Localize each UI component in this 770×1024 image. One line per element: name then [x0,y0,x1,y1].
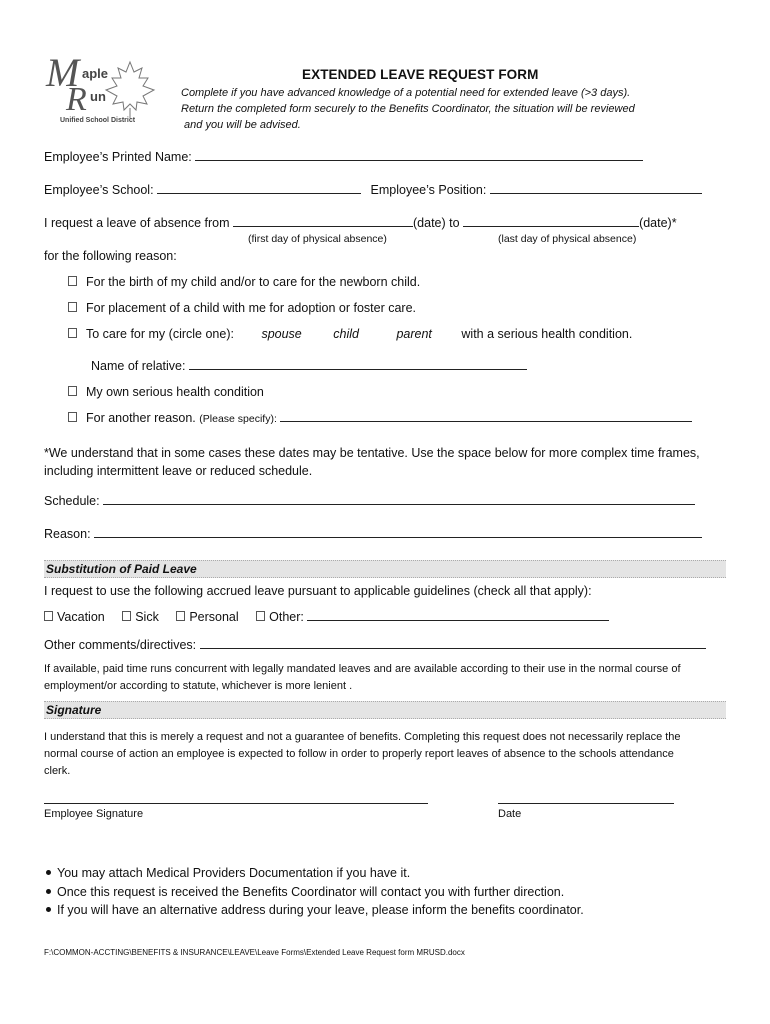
comments-field[interactable] [200,638,706,649]
school-field[interactable] [157,183,361,194]
list-item [46,864,584,883]
tentative-line: including intermittent leave or reduced schedule. [44,464,313,478]
svg-text:Unified School District: Unified School District [60,117,136,124]
another-reason-label: For another reason. [86,411,196,425]
printed-name-field[interactable] [195,150,643,161]
bullet-text: You may attach Medical Providers Documentation if you have it. [57,866,411,880]
bullet-text: Once this request is received the Benefits Coordinator will contact you with further direction. [57,884,565,899]
reason-care-for [68,327,632,341]
child-option[interactable]: child [333,327,359,341]
paid-leave-request: I request to use the following accrued leave pursuant to applicable guidelines (check all that apply): [44,584,592,598]
bullet-text: If you will have an alternative address during your leave, please inform the benefits coordinator. [57,903,584,917]
disclaimer-line: normal course of action an employee is expected to follow in order to properly report leaves of absence to the schools attendance [44,748,674,760]
first-day-hint: (first day of physical absence) [248,233,387,245]
personal-label: Personal [189,610,239,624]
date-to-label: (date) to [413,216,460,230]
note-line: If available, paid time runs concurrent with legally mandated leaves and are available according to their use in the normal course of [44,663,681,675]
signature-disclaimer [44,729,724,780]
paid-leave-options [44,610,609,624]
birth-label: For the birth of my child and/or to care for the newborn child. [86,275,421,289]
schedule-field[interactable] [103,494,695,505]
placement-checkbox[interactable] [68,302,77,312]
relative-label: Name of relative: [91,359,186,373]
maple-leaf-logo-graphic [44,44,168,132]
reason-row [44,527,702,541]
form-instructions [181,85,671,133]
sick-label: Sick [135,610,159,624]
for-reason-label: for the following reason: [44,249,177,263]
disclaimer-line: I understand that this is merely a request and not a guarantee of benefits. Completing this request does not necessarily replace the [44,731,681,743]
position-label: Employee’s Position: [370,183,487,197]
date-label: Date [498,808,522,820]
bullet-icon [46,870,51,875]
paid-leave-heading: Substitution of Paid Leave [46,562,197,576]
schedule-label: Schedule: [44,494,100,508]
own-health-label: My own serious health condition [86,385,264,399]
specify-label: (Please specify): [199,413,277,425]
care-for-label: To care for my (circle one): [86,327,234,341]
employee-signature-label: Employee Signature [44,808,144,820]
placement-label: For placement of a child with me for adoption or foster care. [86,301,417,315]
parent-option[interactable]: parent [396,327,432,341]
other-label: Other: [269,610,304,624]
end-date-field[interactable] [463,216,639,227]
reason-label: Reason: [44,527,91,541]
paid-leave-section-header [44,560,726,578]
sick-checkbox[interactable] [122,611,131,621]
comments-label: Other comments/directives: [44,638,197,652]
svg-text:R: R [66,81,87,118]
school-position-row [44,183,702,197]
own-health-checkbox[interactable] [68,386,77,396]
svg-text:aple: aple [82,66,109,81]
reason-placement [68,301,416,315]
vacation-checkbox[interactable] [44,611,53,621]
schedule-row [44,494,695,508]
bullet-icon [46,907,51,912]
note-line: employment/or according to statute, whichever is more lenient . [44,680,353,692]
date-asterisk-label: (date)* [639,216,677,230]
tentative-line: *We understand that in some cases these dates may be tentative. Use the space below for more complex time frames, [44,446,700,460]
another-reason-checkbox[interactable] [68,412,77,422]
form-title: EXTENDED LEAVE REQUEST FORM [302,67,539,82]
reason-birth [68,275,420,289]
another-reason-field[interactable] [280,411,692,422]
care-for-checkbox[interactable] [68,328,77,338]
reason-own [68,385,264,399]
school-label: Employee’s School: [44,183,154,197]
spouse-option[interactable]: spouse [261,327,302,341]
bullet-icon [46,889,51,894]
last-day-hint: (last day of physical absence) [498,233,637,245]
reason-field[interactable] [94,527,702,538]
tentative-note [44,444,700,480]
intro-line: Return the completed form securely to the Benefits Coordinator, the situation will be reviewed [181,103,635,115]
list-item [46,901,584,920]
printed-name-label: Employee’s Printed Name: [44,150,192,164]
personal-checkbox[interactable] [176,611,185,621]
paid-leave-note [44,661,724,695]
district-logo [44,44,168,132]
leave-dates-row [44,216,677,230]
start-date-field[interactable] [233,216,413,227]
other-leave-field[interactable] [307,610,609,621]
svg-text:M: M [46,50,80,95]
intro-line: Complete if you have advanced knowledge of a potential need for extended leave (>3 days). [181,87,631,99]
signature-heading: Signature [46,703,102,717]
reason-another [68,411,692,425]
file-path-footer: F:\COMMON-ACCTING\BENEFITS & INSURANCE\LEAVE\Leave Forms\Extended Leave Request form MRUSD.docx [44,948,465,957]
disclaimer-line: clerk. [44,765,71,777]
position-field[interactable] [490,183,702,194]
vacation-label: Vacation [57,610,105,624]
other-checkbox[interactable] [256,611,265,621]
list-item [46,883,584,902]
relative-row [91,359,527,373]
care-suffix-label: with a serious health condition. [461,327,633,341]
comments-row [44,638,706,652]
intro-line: and you will be advised. [181,119,301,131]
svg-text:un: un [90,89,106,104]
instructions-list [46,864,584,920]
signature-date-line[interactable] [498,803,674,804]
employee-signature-line[interactable] [44,803,428,804]
printed-name-row [44,150,643,164]
relative-name-field[interactable] [189,359,527,370]
leave-from-label: I request a leave of absence from [44,216,230,230]
signature-section-header [44,701,726,719]
birth-checkbox[interactable] [68,276,77,286]
